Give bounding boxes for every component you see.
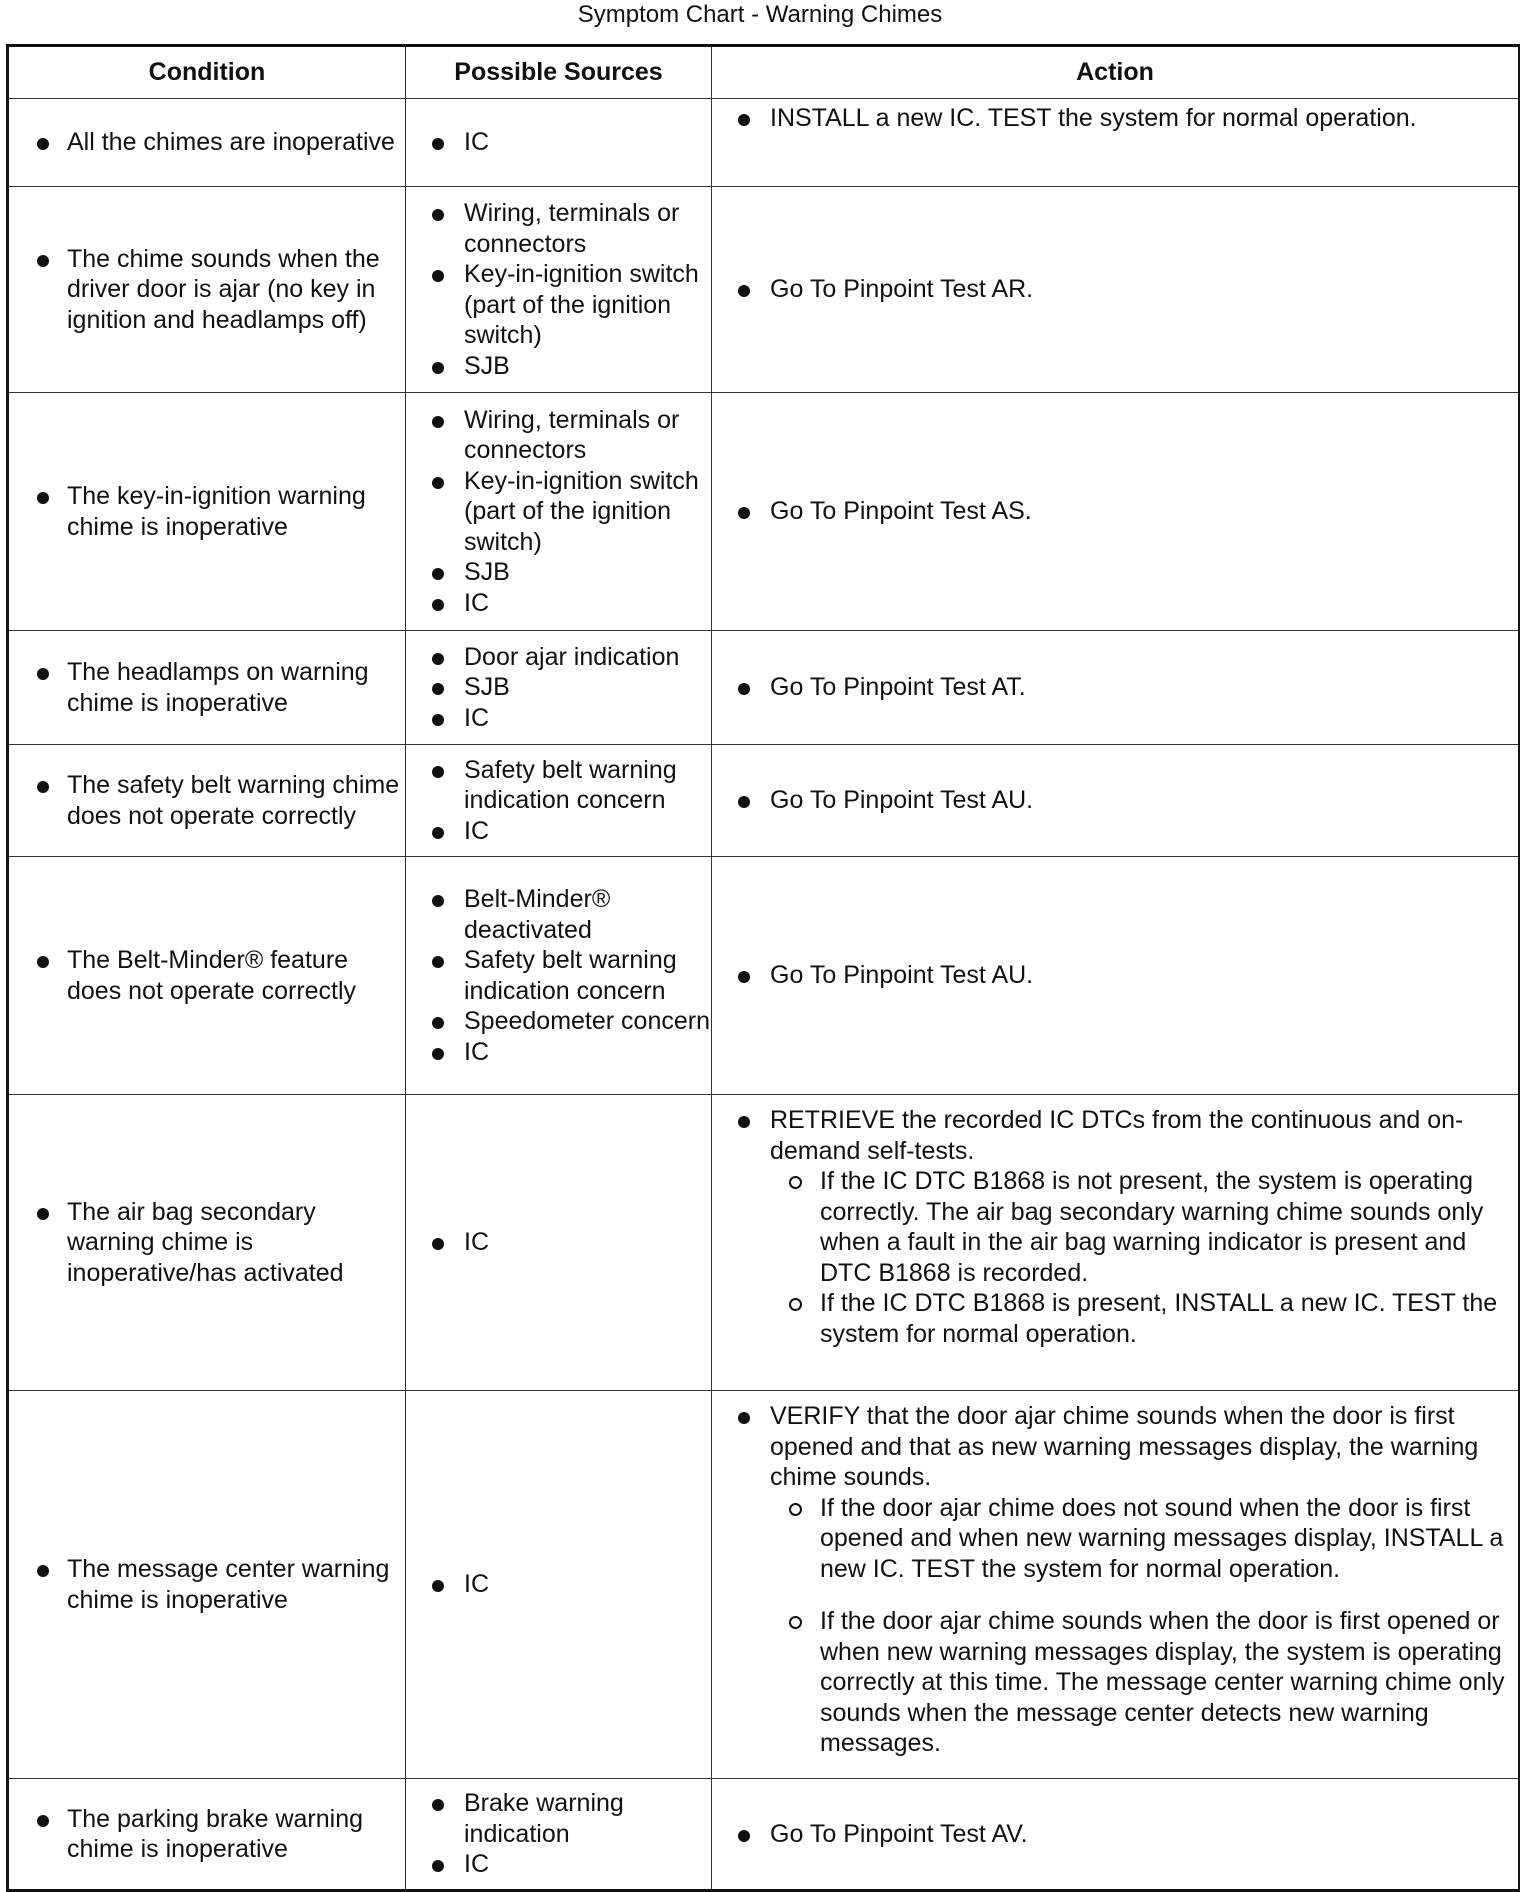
action-text: [712, 1105, 1518, 1349]
table-row: [8, 1095, 1520, 1391]
header-condition: Condition: [8, 46, 406, 99]
source-item: IC: [406, 816, 711, 847]
action-main-text: VERIFY that the door ajar chime sounds when the door is first opened and that as new warning messages display, the warning chime sounds.: [770, 1402, 1479, 1491]
action-text: Go To Pinpoint Test AR.: [712, 274, 1518, 305]
action-text: Go To Pinpoint Test AT.: [712, 672, 1518, 703]
action-text: Go To Pinpoint Test AS.: [712, 496, 1518, 527]
table-row: [8, 99, 1520, 187]
source-item: Door ajar indication: [406, 642, 711, 673]
action-cell: [712, 745, 1520, 857]
header-row: [8, 46, 1520, 99]
action-text: Go To Pinpoint Test AU.: [712, 960, 1518, 991]
sources-cell: [406, 631, 712, 745]
table-row: [8, 187, 1520, 393]
condition-cell: [8, 99, 406, 187]
table-row: [8, 393, 1520, 631]
sources-cell: [406, 393, 712, 631]
action-main-text: RETRIEVE the recorded IC DTCs from the continuous and on-demand self-tests.: [770, 1106, 1464, 1165]
source-item: Speedometer concern: [406, 1006, 711, 1037]
source-item: IC: [406, 1849, 711, 1880]
condition-cell: [8, 631, 406, 745]
sources-cell: [406, 187, 712, 393]
source-item: Key-in-ignition switch (part of the ignition switch): [406, 259, 711, 351]
source-item: Safety belt warning indication concern: [406, 945, 711, 1006]
source-item: IC: [406, 588, 711, 619]
sources-cell: [406, 745, 712, 857]
table-row: [8, 745, 1520, 857]
table-row: [8, 857, 1520, 1095]
source-item: IC: [406, 703, 711, 734]
condition-cell: [8, 857, 406, 1095]
action-cell: [712, 393, 1520, 631]
action-text: Go To Pinpoint Test AV.: [712, 1819, 1518, 1850]
condition-cell: [8, 1779, 406, 1891]
action-cell: [712, 187, 1520, 393]
condition-text: The chime sounds when the driver door is ajar (no key in ignition and headlamps off): [9, 244, 405, 336]
action-cell: [712, 1095, 1520, 1391]
symptom-chart-table: [6, 44, 1520, 1892]
action-text: Go To Pinpoint Test AU.: [712, 785, 1518, 816]
source-item: IC: [406, 1037, 711, 1068]
source-item: SJB: [406, 672, 711, 703]
header-possible-sources: Possible Sources: [406, 46, 712, 99]
action-text: [712, 1401, 1518, 1759]
source-item: Brake warning indication: [406, 1788, 711, 1849]
table-row: [8, 1779, 1520, 1891]
action-sub-item: If the door ajar chime sounds when the door is first opened or when new warning messages display, the system is operating correctly at this time. The message center warning chime only sounds when the message center detects new warning messages.: [770, 1606, 1506, 1759]
table-row: [8, 631, 1520, 745]
source-item: Safety belt warning indication concern: [406, 755, 711, 816]
action-sub-item: If the IC DTC B1868 is not present, the system is operating correctly. The air bag secondary warning chime sounds only when a fault in the air bag warning indicator is present and DTC B1868 is recorded.: [770, 1166, 1506, 1288]
condition-text: All the chimes are inoperative: [9, 127, 405, 158]
condition-text: The Belt-Minder® feature does not operate correctly: [9, 945, 405, 1006]
action-cell: [712, 1779, 1520, 1891]
action-cell: [712, 631, 1520, 745]
page-title: Symptom Chart - Warning Chimes: [577, 1, 943, 28]
sources-cell: [406, 99, 712, 187]
source-item: Wiring, terminals or connectors: [406, 198, 711, 259]
sources-cell: [406, 1779, 712, 1891]
condition-text: The headlamps on warning chime is inoperative: [9, 657, 405, 718]
source-item: Wiring, terminals or connectors: [406, 405, 711, 466]
header-action: Action: [712, 46, 1520, 99]
sources-cell: [406, 1095, 712, 1391]
table-row: [8, 1391, 1520, 1779]
condition-cell: [8, 393, 406, 631]
condition-text: The message center warning chime is inoperative: [9, 1554, 405, 1615]
condition-text: The parking brake warning chime is inoperative: [9, 1804, 405, 1865]
source-item: IC: [406, 127, 711, 158]
condition-cell: [8, 1095, 406, 1391]
sources-cell: [406, 857, 712, 1095]
source-item: SJB: [406, 351, 711, 382]
action-text: INSTALL a new IC. TEST the system for normal operation.: [712, 103, 1518, 134]
condition-text: The air bag secondary warning chime is inoperative/has activated: [9, 1197, 405, 1289]
condition-text: The safety belt warning chime does not operate correctly: [9, 770, 405, 831]
source-item: Belt-Minder® deactivated: [406, 884, 711, 945]
action-cell: [712, 1391, 1520, 1779]
action-cell: [712, 99, 1520, 187]
sources-cell: [406, 1391, 712, 1779]
source-item: SJB: [406, 557, 711, 588]
source-item: IC: [406, 1569, 711, 1600]
condition-cell: [8, 187, 406, 393]
condition-text: The key-in-ignition warning chime is inoperative: [9, 481, 405, 542]
source-item: Key-in-ignition switch (part of the ignition switch): [406, 466, 711, 558]
action-cell: [712, 857, 1520, 1095]
action-sub-item: If the door ajar chime does not sound when the door is first opened and when new warning messages display, INSTALL a new IC. TEST the system for normal operation.: [770, 1493, 1506, 1585]
action-sub-item: If the IC DTC B1868 is present, INSTALL a new IC. TEST the system for normal operation.: [770, 1288, 1506, 1349]
source-item: IC: [406, 1227, 711, 1258]
condition-cell: [8, 745, 406, 857]
condition-cell: [8, 1391, 406, 1779]
